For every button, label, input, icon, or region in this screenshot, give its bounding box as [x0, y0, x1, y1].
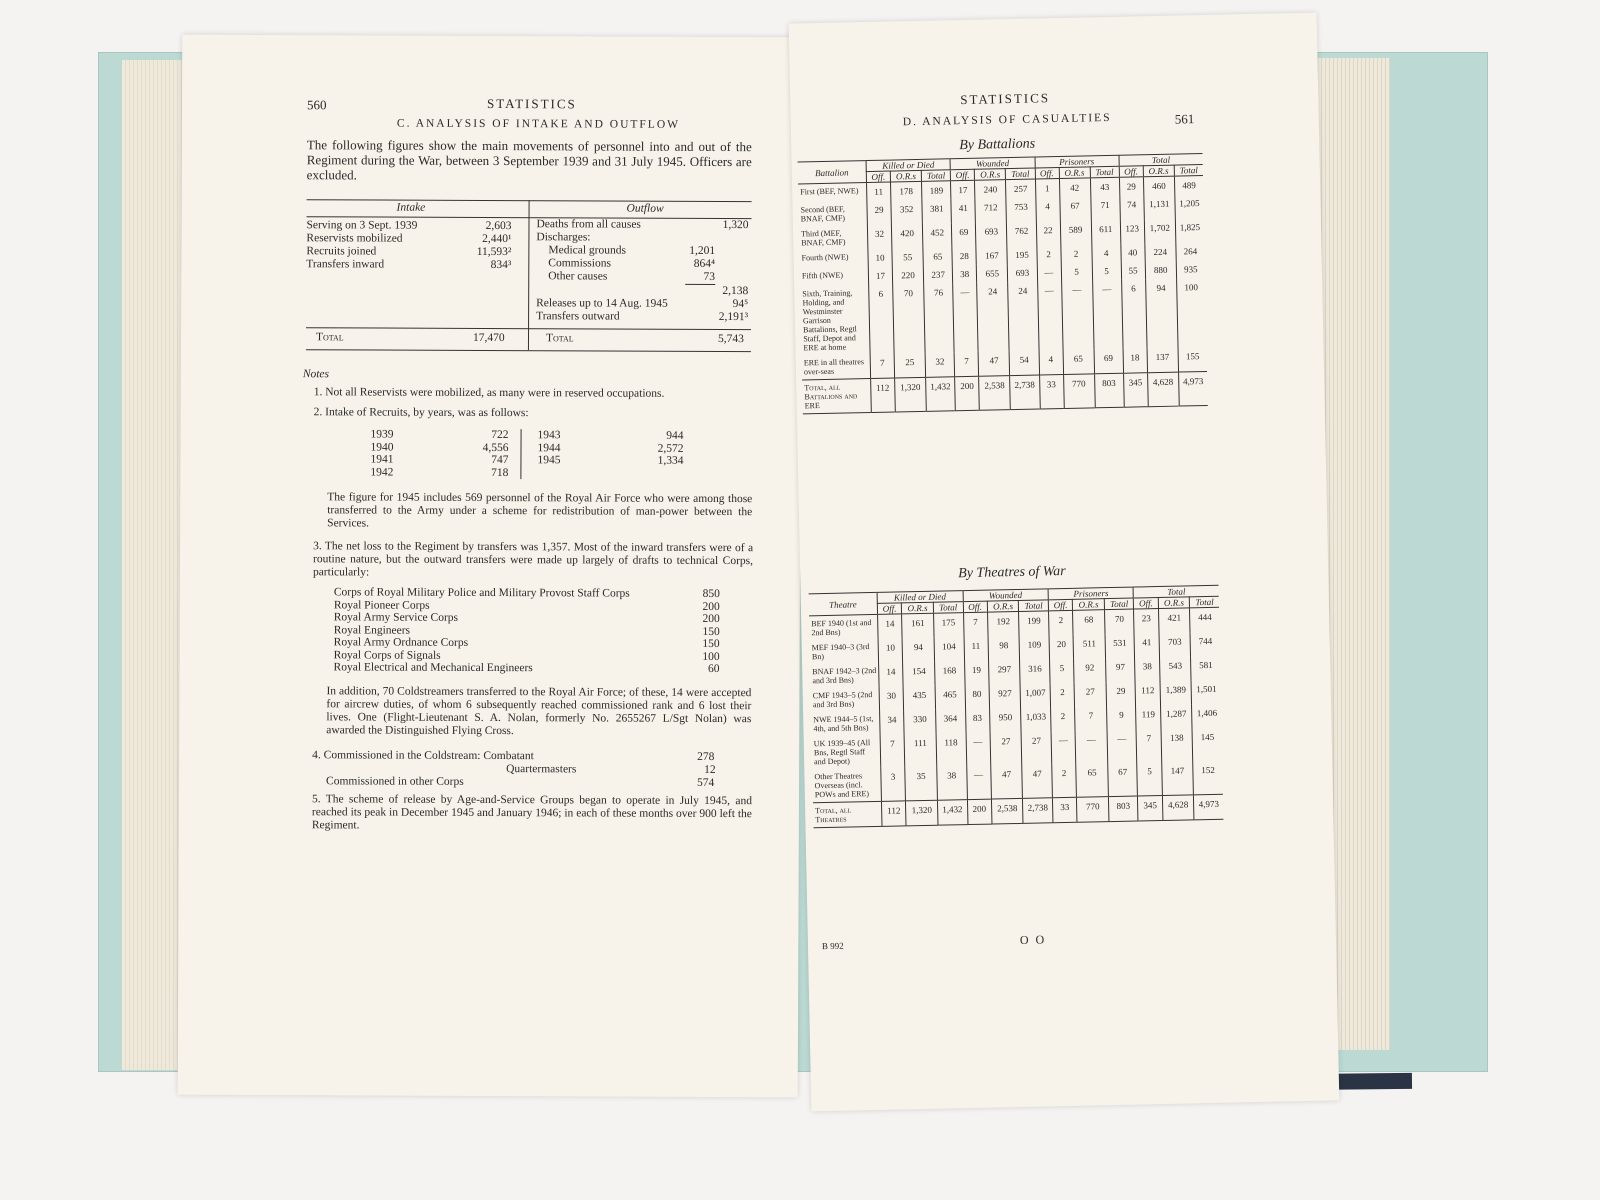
table-cell: 41	[1134, 633, 1159, 658]
table-cell: 35	[905, 767, 937, 801]
table-cell: 1,205	[1175, 194, 1204, 219]
running-head: STATISTICS	[486, 95, 577, 112]
note-3-text: In addition, 70 Coldstreamers transferred to the Royal Air Force; of these, 14 were accepted for aircrew duties, of whom 6 subsequently reached commissioned rank and 6 lost their lives. One (Flight-Lieutenant S. A. Nolan, formerly No. 2655267 L/Sgt Nolan) was awarded the Distinguished Flying Cross.	[326, 685, 752, 738]
table-cell: 744	[1190, 632, 1220, 657]
recruits-table-right	[535, 429, 685, 467]
table-cell: 297	[988, 660, 1020, 685]
table-cell: 345	[1123, 373, 1148, 407]
table-cell: —	[1092, 280, 1123, 350]
table-row: Serving on 3 Sept. 1939 2,603	[306, 219, 512, 233]
table-cell: 703	[1159, 632, 1191, 657]
table-cell: 444	[1190, 607, 1220, 632]
table-row	[800, 278, 1206, 355]
table-cell: 364	[936, 709, 966, 734]
table-cell: 29	[867, 201, 891, 225]
table-cell: 94	[1145, 279, 1178, 349]
table-cell: 589	[1060, 220, 1092, 245]
table-cell: 192	[987, 611, 1019, 636]
row-label: Other Theatres Overseas (incl. POWs and ERE)	[814, 771, 870, 800]
table-cell: 1,320	[895, 377, 927, 412]
table-cell: 47	[978, 351, 1010, 376]
table-cell: 67	[1059, 196, 1091, 221]
table-cell: 14	[879, 662, 904, 687]
table-cell: 68	[1073, 610, 1105, 635]
table-cell: 2,538	[979, 376, 1011, 411]
casualties-by-theatre-table: Theatre Killed or Died Wounded Prisoners Total Off. O.R.s Total Off. O.R.s Total Off. O.R.s Total Off. O.R.s Total BEF 1940 (1st and 2nd Bns) 14 161 175 7 192 199 2 68 70 23 421 444 MEF 1940–3 (3rd Bn) 10 94 104 11 98 109 20 511 531 41 703 744 BNAF 1942–3 (2nd and 3rd Bns) 14 154 168 19 297 316 5 92 97 38 543 581 CMF 1943–5 (2nd and 3rd Bns) 30 435 465 80 927 1,007 2 27 29 112 1,389 1,501 NWE 1944–5 (1st, 4th, and 5th Bns) 34 330 364 83 950 1,033 2 7 9 119 1,287 1,406 UK 1939–45 (All Bns, Regtl Staff and Depot) 7 111 118 — 27 27 — — — 7 138 145 Other Theatres Overseas (incl. POWs and ERE) 3 35 38 — 47 47 2 65 67 5 147 152 Total, all Theatres 112 1,320 1,432 200 2,538 2,738 33 770 803 345 4,628 4,973	[809, 585, 1224, 829]
table-cell: 5	[1092, 262, 1121, 281]
right-page	[789, 13, 1340, 1112]
table-cell: 10	[868, 249, 892, 267]
notes-heading: Notes	[302, 368, 330, 381]
table-cell: 1,131	[1144, 195, 1176, 220]
table-cell: 543	[1159, 656, 1191, 681]
table-cell: 65	[923, 247, 953, 266]
table-cell: 2	[1051, 707, 1076, 732]
table-cell: 20	[1049, 635, 1074, 660]
table-cell: 4,973	[1178, 371, 1207, 406]
table-cell: 7	[963, 612, 988, 637]
row-label: MEF 1940–3 (3rd Bn)	[811, 642, 870, 662]
table-cell: —	[966, 766, 991, 800]
table-cell: 65	[1063, 349, 1095, 374]
table-cell: 460	[1143, 176, 1175, 195]
table-cell: 1,432	[926, 377, 956, 412]
row-label: NWE 1944–5 (1st, 4th, and 5th Bns)	[813, 714, 874, 734]
table-cell: 712	[975, 198, 1007, 223]
table-cell: 4,628	[1162, 795, 1194, 821]
row-label: BEF 1940 (1st and 2nd Bns)	[811, 618, 872, 638]
table-cell: 7	[870, 354, 894, 379]
table-cell: 119	[1136, 705, 1161, 730]
table-cell: 178	[890, 181, 922, 200]
table-cell: 152	[1193, 761, 1223, 795]
table-cell: 9	[1106, 706, 1136, 731]
table-cell: 345	[1138, 795, 1163, 821]
row-label: Total, all Theatres	[813, 801, 882, 827]
note-4-a-value: 278	[697, 750, 715, 763]
table-cell: 41	[951, 199, 975, 223]
row-label: Total, all Battalions and ERE	[802, 379, 871, 414]
recruits-table-left	[368, 428, 510, 479]
row-label: Third (MEF, BNAF, CMF)	[800, 228, 846, 248]
table-cell: 1,702	[1144, 219, 1176, 244]
table-cell: 2	[1049, 610, 1074, 635]
printer-signature: B 992	[821, 940, 844, 952]
table-cell: 5	[1050, 659, 1075, 684]
table-row: Discharges:	[536, 231, 591, 244]
note-4-b-value: 12	[704, 763, 716, 776]
table-row: 1944 2,572	[537, 441, 684, 455]
table-cell: 935	[1176, 260, 1205, 279]
table-cell: 1,320	[906, 800, 938, 826]
table-cell: 880	[1145, 261, 1177, 280]
row-label: First (BEF, NWE)	[800, 186, 859, 197]
table-cell: —	[1061, 280, 1094, 350]
table-cell: 240	[975, 180, 1007, 199]
intake-total-label: Total	[315, 331, 344, 344]
table-cell: 435	[903, 686, 935, 711]
table-cell: 7	[1136, 729, 1161, 763]
table-cell: 2,538	[991, 798, 1023, 824]
intake-heading: Intake	[396, 201, 426, 214]
table-cell: 3	[881, 767, 906, 801]
note-2: 2. Intake of Recruits, by years, was as follows:	[313, 406, 529, 420]
table-cell: 420	[891, 224, 923, 249]
table-cell: 22	[1036, 221, 1060, 245]
table-cell: 168	[934, 661, 964, 686]
table-cell: 581	[1191, 656, 1221, 681]
table-cell: 452	[923, 223, 953, 248]
table-cell: 29	[1119, 177, 1143, 196]
table-cell: 80	[965, 685, 990, 710]
table-cell: 1,033	[1021, 707, 1051, 732]
row-label: Sixth, Training, Holding, and Westminster Garrison Battalions, Regtl Staff, Depot and ERE at home	[802, 288, 857, 353]
table-row: 2,138	[722, 284, 749, 297]
table-cell: 155	[1178, 347, 1207, 372]
table-cell: 94	[902, 638, 934, 663]
table-cell: 112	[1135, 681, 1160, 706]
table-cell: 264	[1176, 242, 1205, 261]
note-4-b: Quartermasters	[506, 763, 577, 776]
table-cell: 138	[1161, 728, 1193, 762]
table-cell: 2	[1060, 244, 1092, 263]
table-cell: 224	[1145, 243, 1177, 262]
table-cell: 97	[1105, 658, 1135, 683]
table-cell: 69	[1094, 349, 1124, 374]
table-row: 1945 1,334	[537, 454, 684, 467]
table-cell: 200	[967, 799, 992, 825]
table-cell: 29	[1106, 682, 1136, 707]
table-cell: 17	[868, 267, 892, 285]
running-head: STATISTICS	[960, 90, 1051, 108]
table-row: Royal Pioneer Corps 200	[333, 598, 720, 613]
table-cell: 137	[1147, 348, 1179, 373]
table-cell: 762	[1007, 222, 1037, 247]
table-cell: 98	[988, 636, 1020, 661]
table-cell: 4,973	[1194, 794, 1224, 820]
table-cell: 28	[952, 247, 976, 265]
table-cell: 189	[922, 181, 952, 200]
row-label: CMF 1943–5 (2nd and 3rd Bns)	[812, 690, 873, 710]
table-cell: 4	[1039, 350, 1063, 375]
table-row: Reservists mobilized 2,440¹	[306, 232, 512, 246]
table-cell: 55	[1121, 261, 1145, 279]
table-cell: 38	[953, 265, 977, 283]
signature-mark: O O	[1019, 932, 1047, 948]
table-cell: 611	[1091, 220, 1121, 245]
intake-table	[306, 219, 511, 272]
row-label: BNAF 1942–3 (2nd and 3rd Bns)	[812, 665, 877, 686]
note-4-c-value: 574	[697, 776, 715, 789]
table-cell: 33	[1052, 797, 1077, 823]
table-cell: 4	[1092, 244, 1121, 263]
table-cell: 27	[1074, 682, 1106, 707]
table-cell: 1,389	[1160, 680, 1192, 705]
table-row: Royal Engineers 150	[333, 623, 720, 638]
table-cell: 257	[1006, 179, 1036, 198]
left-page	[178, 35, 803, 1098]
table-cell: 4,628	[1147, 372, 1179, 407]
row-label: UK 1939–45 (All Bns, Regtl Staff and Depot)	[813, 738, 871, 767]
note-4-a: 4. Commissioned in the Coldstream: Combatant	[312, 749, 534, 763]
table-cell: 17	[951, 180, 975, 199]
table-cell: 40	[1121, 243, 1145, 261]
table-cell: 2	[1052, 764, 1077, 798]
table-cell: 104	[934, 637, 964, 662]
table-cell: 70	[1104, 609, 1134, 634]
table-cell: 6	[869, 285, 894, 354]
table-cell: 38	[1135, 657, 1160, 682]
table-cell: 352	[891, 200, 923, 225]
table-cell: 32	[925, 352, 955, 377]
row-label: Fifth (NWE)	[801, 270, 844, 281]
table-cell: 693	[1008, 264, 1038, 283]
table-cell: 10	[878, 638, 903, 663]
table-cell: 42	[1059, 178, 1091, 197]
table-cell: 753	[1006, 198, 1036, 223]
table-cell: 167	[976, 246, 1008, 265]
table-cell: 1,406	[1192, 704, 1222, 729]
table-row: Recruits joined 11,593²	[306, 245, 512, 259]
table-cell: 145	[1192, 728, 1222, 762]
outflow-table	[536, 218, 748, 323]
table-cell: 7	[954, 352, 978, 377]
table-cell: 83	[965, 709, 990, 734]
table-cell: 74	[1120, 195, 1144, 219]
table-cell: 655	[976, 264, 1008, 283]
table-cell: 27	[990, 732, 1022, 766]
note-4-c: Commissioned in other Corps	[326, 775, 464, 788]
outflow-total-label: Total	[545, 332, 574, 345]
table-cell: 54	[1009, 350, 1039, 375]
table-cell: 65	[1076, 763, 1108, 797]
table-row: Other causes 73	[548, 270, 715, 283]
table-cell: —	[966, 733, 991, 767]
row-label: Second (BEF, BNAF, CMF)	[800, 204, 846, 224]
table-cell: 381	[922, 199, 952, 224]
table-cell: 154	[903, 662, 935, 687]
table-row: Transfers outward 2,191³	[536, 309, 749, 323]
table-cell: 71	[1091, 196, 1121, 221]
table-title-battalions: By Battalions	[959, 136, 1036, 154]
table-cell: 1,432	[937, 800, 967, 826]
table-cell: 92	[1074, 658, 1106, 683]
table-cell: 803	[1108, 796, 1138, 822]
table-cell: 770	[1063, 374, 1095, 409]
table-cell: 24	[1008, 282, 1039, 352]
table-cell: 199	[1019, 611, 1049, 636]
table-cell: 25	[894, 353, 926, 378]
table-cell: 38	[937, 766, 967, 800]
table-row: Deaths from all causes 1,320	[536, 218, 749, 232]
table-row: 1942 718	[370, 465, 509, 479]
table-cell: 2	[1036, 245, 1060, 263]
table-cell: 237	[923, 265, 953, 284]
corps-table	[332, 586, 722, 675]
table-cell: 465	[935, 685, 965, 710]
table-cell: 118	[936, 733, 966, 767]
casualties-by-battalion-table: Battalion Killed or Died Wounded Prisoners Total Off. O.R.s Total Off. O.R.s Total Off. O.R.s Total Off. O.R.s Total First (BEF, NWE) 11 178 189 17 240 257 1 42 43 29 460 489 Second (BEF, BNAF, CMF) 29 352 381 41 712 753 4 67 71 74 1,131 1,205 Third (MEF, BNAF, CMF) 32 420 452 69 693 762 22 589 611 123 1,702 1,825 Fourth (NWE) 10 55 65 28 167 195 2 2 4 40 224 264 Fifth (NWE) 17 220 237 38 655 693 — 5 5 55 880 935 Sixth, Training, Holding, and Westminster Garrison Battalions, Regtl Staff, Depot and ERE at home 6 70 76 — 24 24 — — — 6 94 100 ERE in all theatres over-seas 7 25 32 7 47 54 4 65 69 18 137 155 Total, all Battalions and ERE 112 1,320 1,432 200 2,538 2,738 33 770 803 345 4,628 4,973	[798, 153, 1208, 414]
table-cell: 1	[1035, 179, 1059, 198]
table-cell: 24	[977, 282, 1010, 352]
table-cell: 7	[880, 734, 905, 768]
table-cell: 18	[1123, 348, 1147, 373]
table-cell: 803	[1094, 373, 1124, 408]
table-cell: —	[1075, 730, 1107, 764]
section-heading: D. ANALYSIS OF CASUALTIES	[902, 111, 1112, 129]
table-cell: 489	[1174, 176, 1203, 195]
table-cell: 1,007	[1020, 683, 1050, 708]
table-cell: 19	[964, 661, 989, 686]
table-cell: 32	[867, 225, 891, 249]
table-cell: 111	[904, 734, 936, 768]
table-cell: 161	[902, 613, 934, 638]
page-number: 561	[1174, 111, 1195, 127]
table-cell: 11	[867, 182, 891, 201]
table-cell: 23	[1134, 609, 1159, 634]
table-cell: 5	[1137, 762, 1162, 796]
table-cell: 531	[1105, 634, 1135, 659]
table-cell: 43	[1090, 177, 1119, 196]
table-row: Commissions 864⁴	[548, 257, 716, 270]
table-row: Royal Army Ordnance Corps 150	[333, 636, 720, 651]
table-cell: 7	[1075, 706, 1107, 731]
table-cell: 109	[1019, 635, 1049, 660]
table-row: Releases up to 14 Aug. 1945 94⁵	[536, 296, 749, 310]
outflow-total-value: 5,743	[717, 332, 744, 346]
section-heading: C. ANALYSIS OF INTAKE AND OUTFLOW	[396, 117, 681, 131]
table-row: Transfers inward 834³	[306, 258, 512, 272]
table-cell: 47	[991, 765, 1023, 799]
table-cell: 2	[1050, 683, 1075, 708]
table-row: 1941 747	[370, 453, 509, 467]
table-cell: 112	[881, 801, 906, 827]
table-cell: 67	[1108, 763, 1138, 797]
table-cell: 47	[1022, 764, 1052, 798]
note-2-text: The figure for 1945 includes 569 personnel of the Royal Air Force who were among those transferred to the Army under a scheme for redistribution of man-power between the Services.	[327, 491, 753, 530]
table-cell: 112	[871, 378, 896, 412]
table-cell: 511	[1073, 634, 1105, 659]
table-row: Corps of Royal Military Police and Military Provost Staff Corps 850	[333, 586, 720, 601]
table-cell: 1,501	[1191, 680, 1221, 705]
table-row: Royal Electrical and Mechanical Engineers 60	[333, 661, 720, 676]
table-cell: 200	[955, 376, 980, 410]
table-cell: 147	[1161, 761, 1193, 795]
table-cell: 2,738	[1010, 375, 1040, 410]
row-label: ERE in all theatres over-seas	[803, 357, 865, 377]
table-cell: 770	[1077, 797, 1109, 823]
table-cell: 55	[892, 248, 924, 267]
note-1: 1. Not all Reservists were mobilized, as many were in reserved occupations.	[313, 386, 665, 400]
intake-total-value: 17,470	[472, 331, 505, 345]
table-title-theatres: By Theatres of War	[958, 563, 1066, 582]
table-cell: 4	[1035, 197, 1059, 221]
note-5: 5. The scheme of release by Age-and-Service Groups began to operate in July 1945, and reached its peak in December 1945 and January 1946; in each of these months over 900 left the Regiment.	[311, 793, 753, 832]
table-row: Medical grounds 1,201	[548, 244, 716, 257]
table-cell: 195	[1007, 246, 1037, 265]
table-cell: 421	[1158, 608, 1190, 633]
table-cell: 123	[1120, 219, 1144, 243]
table-cell: 27	[1022, 731, 1052, 765]
table-cell: 316	[1020, 659, 1050, 684]
table-cell: 70	[893, 284, 926, 354]
table-cell: 33	[1039, 374, 1064, 408]
intro-paragraph: The following figures show the main movements of personnel into and out of the Regiment during the War, between 3 September 1939 and 31 July 1945. Officers are excluded.	[306, 137, 752, 183]
table-cell: 927	[989, 684, 1021, 709]
table-cell: 175	[933, 613, 963, 638]
table-cell: —	[1037, 281, 1062, 350]
row-label: Fourth (NWE)	[801, 252, 849, 263]
table-cell: 693	[976, 222, 1008, 247]
note-3: 3. The net loss to the Regiment by transfers was 1,357. Most of the inward transfers were of a routine nature, but the outward transfers were made up largely of drafts to technical Corps, particularly:	[312, 540, 754, 579]
table-cell: 100	[1176, 278, 1206, 348]
table-cell: 950	[989, 708, 1021, 733]
table-cell: 11	[964, 637, 989, 662]
table-row: 1939 722	[370, 428, 509, 442]
table-row: 1940 4,556	[370, 440, 509, 454]
table-cell: 69	[952, 223, 976, 247]
table-cell: 1,287	[1160, 704, 1192, 729]
table-cell: —	[1107, 730, 1137, 764]
table-cell: —	[1037, 263, 1061, 281]
table-cell: 220	[892, 266, 924, 285]
table-cell: 34	[880, 710, 905, 735]
table-total-row	[802, 371, 1208, 413]
table-cell: 76	[924, 283, 955, 353]
table-cell: 6	[1121, 279, 1146, 348]
table-row: 1943 944	[537, 429, 684, 442]
table-cell: 1,825	[1175, 218, 1204, 243]
table-cell: 14	[878, 614, 903, 639]
table-cell: —	[1051, 731, 1076, 765]
page-number: 560	[306, 97, 327, 113]
table-cell: 5	[1061, 262, 1093, 281]
table-cell: 30	[879, 686, 904, 711]
table-row: Royal Army Service Corps 200	[333, 611, 720, 626]
table-cell: 330	[904, 710, 936, 735]
table-cell: 2,738	[1023, 798, 1053, 824]
outflow-heading: Outflow	[626, 202, 664, 215]
table-cell: —	[953, 283, 978, 352]
table-row: Royal Corps of Signals 100	[333, 648, 720, 663]
